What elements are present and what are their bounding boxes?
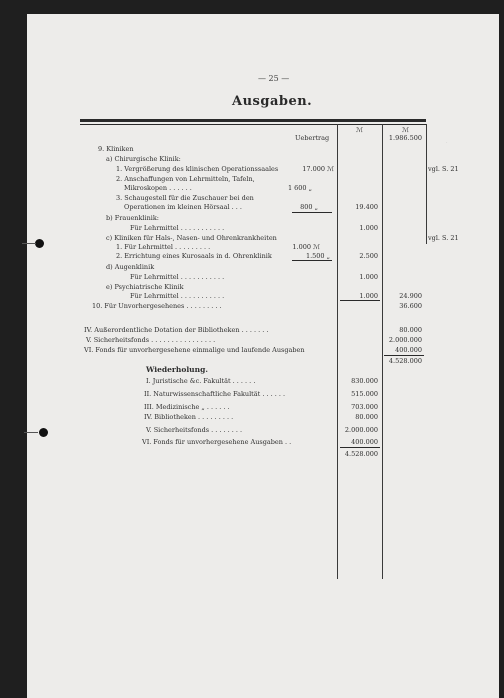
line-amount: 800 „ <box>300 203 318 211</box>
line-item: Operationen im kleinen Hörsaal . . . <box>124 203 242 211</box>
margin-mark <box>24 432 38 433</box>
section-total: 24.900 <box>399 292 422 300</box>
recap-item: IV. Bibliotheken . . . . . . . . . <box>144 413 234 421</box>
subtotal-rule <box>292 260 332 261</box>
side-note: vgl. S. 21 <box>428 165 459 173</box>
subtotal-rule <box>340 300 380 301</box>
column-line <box>337 124 338 579</box>
header-rule <box>80 119 426 122</box>
subtotal-value: 19.400 <box>355 203 378 211</box>
subtotal-value: 2.500 <box>359 252 378 260</box>
recap-item: II. Naturwissenschaftliche Fakultät . . . . . . <box>144 390 286 398</box>
recap-value: 80.000 <box>355 413 378 421</box>
punch-hole-top <box>35 239 44 248</box>
subsection-heading: e) Psychiatrische Klinik <box>106 283 184 291</box>
line-amount: 1.500 „ <box>305 252 330 260</box>
subtotal-value: 1.000 <box>359 292 378 300</box>
section-heading: IV. Außerordentliche Dotation der Bibliotheken . . . . . . . <box>84 326 269 334</box>
line-item: Mikroskopen . . . . . . <box>124 184 192 192</box>
line-item: Für Lehrmittel . . . . . . . . . . . <box>130 292 225 300</box>
recap-item: I. Juristische &c. Fakultät . . . . . . <box>146 377 256 385</box>
section-heading: 10. Für Unvorhergesehenes . . . . . . . . . <box>92 302 222 310</box>
carry-over-label: Uebertrag <box>295 134 330 142</box>
subsection-heading: b) Frauenklinik: <box>106 214 159 222</box>
column-line <box>426 124 427 244</box>
line-item: Für Lehrmittel . . . . . . . . . . . <box>130 273 225 281</box>
line-amount: 17.000 ℳ <box>302 165 334 173</box>
recap-value: 400.000 <box>351 438 378 446</box>
line-item: Für Lehrmittel . . . . . . . . . . . <box>130 224 225 232</box>
margin-mark <box>22 243 36 244</box>
carry-over-value: 1.986.500 <box>388 134 422 142</box>
total-rule <box>384 355 424 356</box>
recap-heading: Wiederholung. <box>146 365 208 374</box>
side-note: vgl. S. 21 <box>428 234 459 242</box>
column-header-mark: ℳ <box>356 126 363 134</box>
document-page <box>27 14 499 698</box>
header-rule-thin <box>80 124 426 125</box>
recap-value: 830.000 <box>351 377 378 385</box>
line-amount: 1.000 ℳ <box>292 243 320 251</box>
section-total: 36.600 <box>399 302 422 310</box>
grand-total: 4.528.000 <box>388 357 422 365</box>
subsection-heading: d) Augenklinik <box>106 263 155 271</box>
recap-value: 703.000 <box>351 403 378 411</box>
recap-item: V. Sicherheitsfonds . . . . . . . . <box>146 426 243 434</box>
recap-value: 2.000.000 <box>344 426 378 434</box>
recap-item: III. Medizinische „ . . . . . . <box>144 403 230 411</box>
subtotal-rule <box>292 212 332 213</box>
section-total: 80.000 <box>399 326 422 334</box>
subtotal-value: 1.000 <box>359 224 378 232</box>
total-rule <box>340 447 380 448</box>
line-item: 3. Schaugestell für die Zuschauer bei den <box>116 194 254 202</box>
subtotal-value: 1.000 <box>359 273 378 281</box>
subsection-heading: a) Chirurgische Klinik: <box>106 155 181 163</box>
column-line <box>382 124 383 579</box>
section-total: 400.000 <box>395 346 422 354</box>
section-heading: VI. Fonds für unvorhergesehene einmalige und laufende Ausgaben <box>84 346 305 354</box>
line-item: 2. Errichtung eines Kurosaals in d. Ohrenklinik <box>116 252 272 260</box>
recap-total: 4.528.000 <box>344 450 378 458</box>
line-item: 1. Vergrößerung des klinischen Operationssaales <box>116 165 279 173</box>
subsection-heading: c) Kliniken für Hals-, Nasen- und Ohrenkrankheiten <box>106 234 277 242</box>
page-title: Ausgaben. <box>232 94 313 109</box>
column-header-mark: ℳ <box>402 126 409 134</box>
recap-item: VI. Fonds für unvorhergesehene Ausgaben . . <box>142 438 292 446</box>
section-heading: 9. Kliniken <box>98 145 134 153</box>
page-number: — 25 — <box>258 74 290 83</box>
line-item: 2. Anschaffungen von Lehrmitteln, Tafeln, <box>116 175 255 183</box>
section-heading: V. Sicherheitsfonds . . . . . . . . . . . . . . . . <box>86 336 216 344</box>
punch-hole-bottom <box>39 428 48 437</box>
line-item: 1. Für Lehrmittel . . . . . . . . . <box>116 243 211 251</box>
bleed-through-mark: · <box>446 140 448 146</box>
line-amount: 1 600 „ <box>287 184 312 192</box>
section-total: 2.000.000 <box>388 336 422 344</box>
recap-value: 515.000 <box>351 390 378 398</box>
